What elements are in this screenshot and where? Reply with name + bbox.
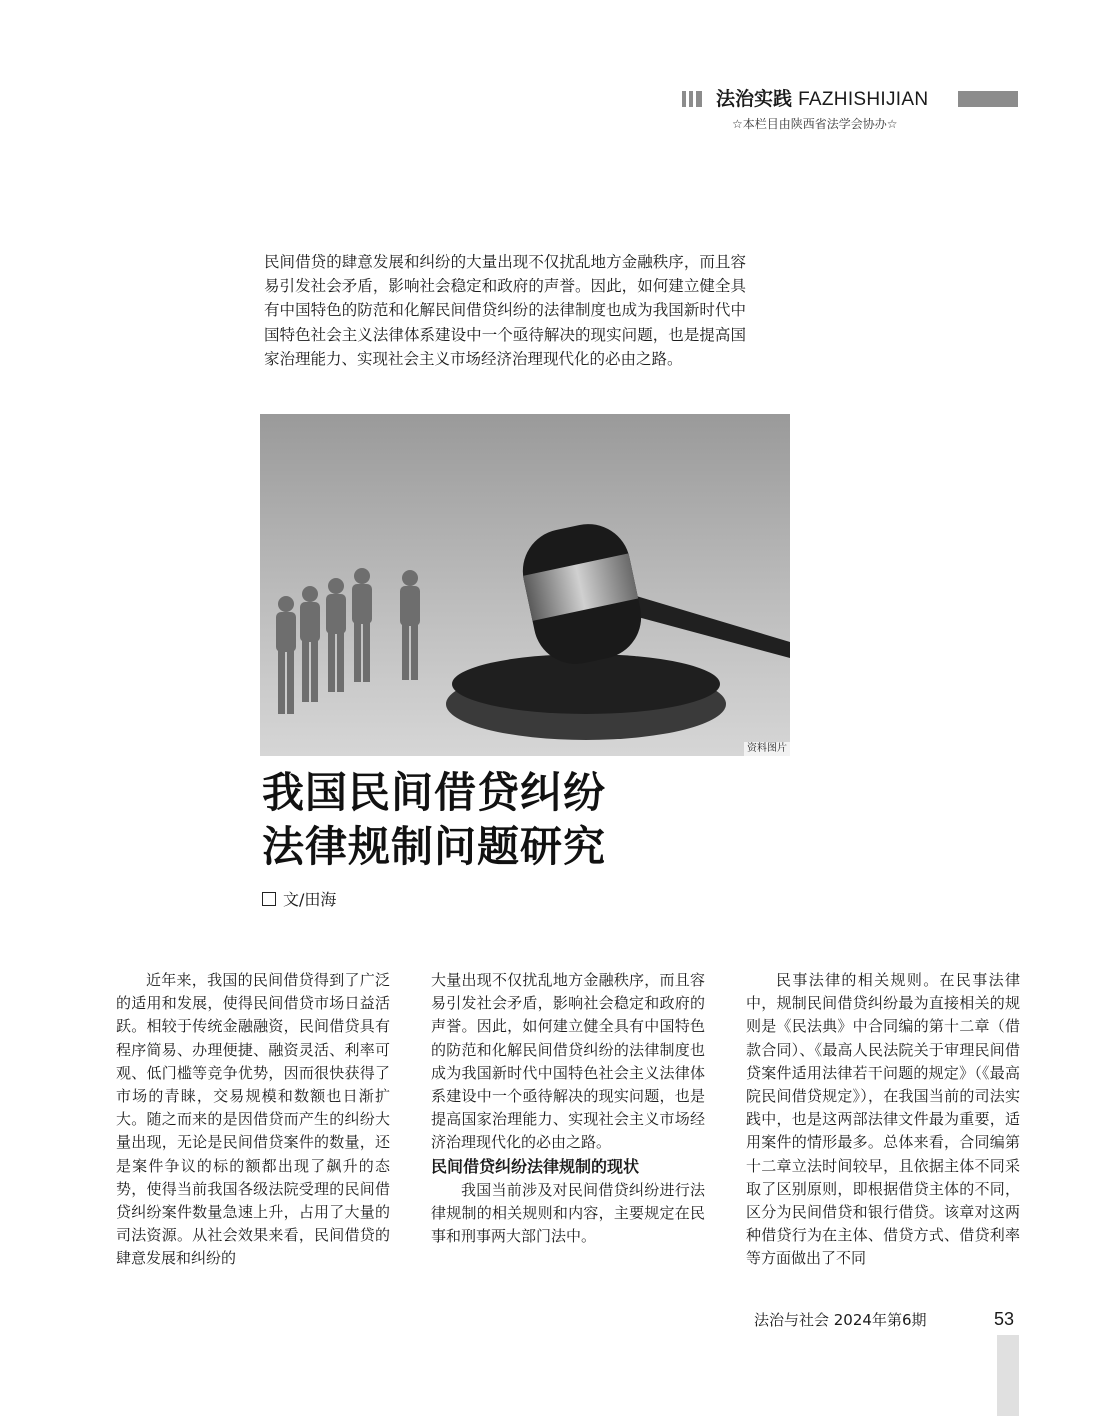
body-paragraph: 民事法律的相关规则。在民事法律中，规制民间借贷纠纷最为直接相关的规则是《民法典》中合同编的第十二章（借款合同）、《最高人民法院关于审理民间借贷案件适用法律若干问题的规定》（《最高院民间借贷规定》），在我国当前的司法实践中，也是这两部法律文件最为重要，适用案件的情形最多。总体来看，合同编第十二章立法时间较早，且依据主体不同采取了区别原则，即根据借贷主体的不同，区分为民间借贷和银行借贷。该章对这两种借贷行为在主体、借贷方式、借贷利率等方面做出了不同 (746, 971, 1020, 1268)
author-name: 文/田海 (283, 890, 337, 909)
column-name-cn: 法治实践 (716, 88, 793, 110)
body-paragraph: 近年来，我国的民间借贷得到了广泛的适用和发展，使得民间借贷市场日益活跃。相较于传统金融融资，民间借贷具有程序简易、办理便捷、融资灵活、利率可观、低门槛等竞争优势，因而很快获得了市场的青睐，交易规模和数额也日渐扩大。随之而来的是因借贷而产生的纠纷大量出现，无论是民间借贷案件的数量，还是案件争议的标的额都出现了飙升的态势，使得当前我国各级法院受理的民间借贷纠纷案件数量急速上升，占用了大量的司法资源。从社会效果来看，民间借贷的肆意发展和纠纷的 (116, 971, 390, 1268)
lead-paragraph: 民间借贷的肆意发展和纠纷的大量出现不仅扰乱地方金融秩序，而且容易引发社会矛盾，影响社会稳定和政府的声誉。因此，如何建立健全具有中国特色的防范和化解民间借贷纠纷的法律制度也成为我国新时代中国特色社会主义法律体系建设中一个亟待解决的现实问题，也是提高国家治理能力、实现社会主义市场经济治理现代化的必由之路。 (264, 253, 746, 368)
column-name-en: FAZHISHIJIAN (798, 89, 929, 110)
body-column-3 (746, 969, 1020, 1271)
column-sponsor: ☆本栏目由陕西省法学会协办☆ (732, 117, 898, 131)
article-photo (260, 414, 790, 756)
body-column-2 (431, 969, 705, 1248)
photo-credit: 资料图片 (744, 742, 790, 756)
body-paragraph: 我国当前涉及对民间借贷纠纷进行法律规制的相关规则和内容，主要规定在民事和刑事两大部门法中。 (431, 1180, 705, 1246)
magazine-issue: 法治与社会 2024年第6期 (754, 1311, 927, 1329)
page-number: 53 (994, 1309, 1015, 1329)
article-title-line1: 我国民间借贷纠纷 (262, 768, 607, 817)
section-heading: 民间借贷纠纷法律规制的现状 (431, 1156, 640, 1176)
column-name (716, 86, 928, 113)
gavel-photo-illustration (260, 414, 790, 756)
body-paragraph: 大量出现不仅扰乱地方金融秩序，而且容易引发社会矛盾，影响社会稳定和政府的声誉。因此，如何建立健全具有中国特色的防范和化解民间借贷纠纷的法律制度也成为我国新时代中国特色社会主义法律体系建设中一个亟待解决的现实问题，也是提高国家治理能力、实现社会主义市场经济治理现代化的必由之路。 (431, 971, 705, 1152)
body-column-1 (116, 969, 390, 1271)
header-bars-ornament (682, 91, 712, 107)
article-title-line2: 法律规制问题研究 (262, 822, 607, 871)
article-title (262, 766, 606, 874)
header-rule (958, 91, 1018, 107)
author-byline (262, 890, 336, 910)
page-edge-bar (997, 1335, 1019, 1416)
square-bullet-icon (262, 892, 276, 906)
